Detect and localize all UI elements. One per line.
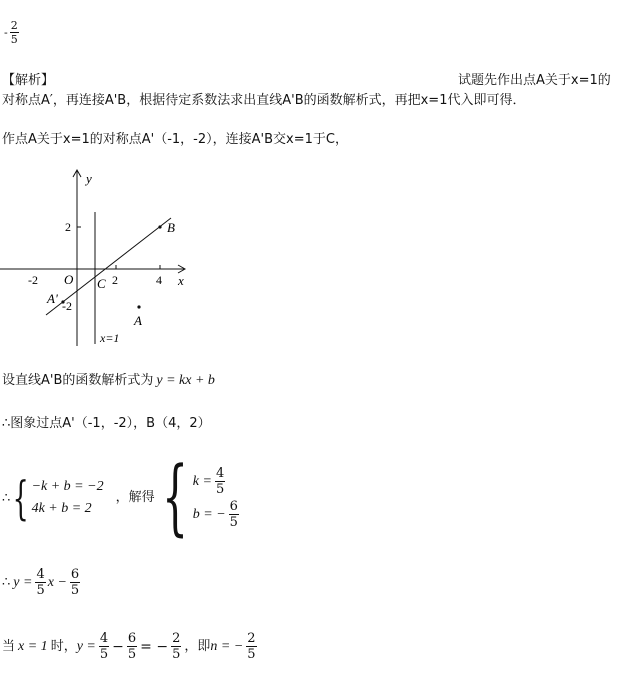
equation-2: 4k + b = 2 [31, 501, 92, 516]
answer-den: 5 [10, 33, 18, 46]
answer-sign: - [4, 26, 8, 39]
final-minus: − [112, 638, 124, 655]
final-d-den: 5 [247, 647, 256, 662]
final-b-den: 5 [127, 647, 137, 662]
final-frac-d [246, 632, 256, 661]
result-c1-num: 4 [36, 567, 45, 582]
result-c2-num: 6 [70, 567, 80, 582]
therefore-symbol: ∴ [2, 490, 11, 506]
solution-values [193, 467, 239, 529]
step1-text: 作点A关于x=1的对称点A'（-1，-2），连接A'B交x=1于C， [2, 132, 348, 147]
tick-label-y2: 2 [65, 220, 71, 234]
step2-prefix: 设直线A'B的函数解析式为 [2, 373, 154, 388]
coordinate-graph [0, 160, 200, 360]
axis-y-label: y [86, 171, 92, 186]
point-b-label: B [167, 220, 175, 235]
final-when: 当 [2, 638, 16, 654]
step2-formula: y = kx + b [156, 373, 215, 388]
line-x1-label: x=1 [100, 331, 120, 345]
point-a-prime-label: A' [47, 291, 58, 306]
answer-fraction [4, 20, 19, 45]
final-c-den: 5 [172, 647, 181, 662]
k-lhs: k = [192, 473, 212, 489]
final-a-den: 5 [99, 647, 109, 662]
k-frac [215, 467, 225, 496]
origin-label: O [64, 272, 74, 287]
tick-label-ym2: -2 [62, 299, 72, 313]
left-brace-1: { [12, 471, 29, 525]
result-coef1 [35, 568, 45, 597]
step2-line [2, 373, 215, 389]
final-d-num: 2 [247, 631, 256, 646]
point-b [158, 225, 161, 228]
jiexi-label: 【解析】 [2, 73, 55, 88]
b-num: 6 [229, 499, 238, 514]
equation-system [2, 450, 239, 545]
final-c-num: 2 [172, 631, 181, 646]
solution-k [193, 467, 239, 496]
tick-label-2: 2 [112, 273, 118, 287]
tick-label-4: 4 [156, 273, 162, 287]
b-frac [229, 500, 239, 529]
point-a-label: A [134, 313, 142, 328]
final-ji: ，即 [184, 638, 211, 654]
solution-b [193, 500, 239, 529]
final-n-eq: n = − [210, 638, 244, 654]
result-c2-den: 5 [70, 583, 80, 598]
final-line [2, 632, 257, 661]
result-coef2 [70, 568, 80, 597]
system-equations [32, 479, 104, 517]
final-a-num: 4 [99, 631, 109, 646]
final-y-eq: y = [76, 638, 96, 654]
final-cond: x = 1 [18, 638, 48, 654]
result-therefore: ∴ [2, 575, 11, 590]
left-brace-2: { [161, 450, 188, 545]
k-den: 5 [215, 482, 225, 497]
axis-x-label: x [178, 273, 184, 288]
final-frac-b [127, 632, 137, 661]
final-eq-neg: = − [140, 638, 169, 655]
result-x-minus: x − [47, 574, 67, 590]
equation-1: −k + b = −2 [31, 479, 104, 494]
jiexi-text-line2: 对称点A′，再连接A'B，根据待定系数法求出直线A'B的函数解析式，再把x=1代入即可得． [2, 93, 526, 108]
tick-label-neg2: -2 [28, 273, 38, 287]
result-line [2, 568, 80, 597]
answer-frac [10, 20, 19, 45]
final-frac-a [99, 632, 109, 661]
point-a [137, 305, 140, 308]
step3-text: ∴图象过点A'（-1，-2），B（4，2） [2, 416, 211, 431]
result-y-eq: y = [13, 574, 33, 590]
result-c1-den: 5 [36, 583, 45, 598]
b-den: 5 [229, 515, 238, 530]
final-shi: 时， [50, 638, 77, 654]
solve-text: ，解得 [115, 490, 155, 505]
point-c-label: C [97, 276, 106, 291]
answer-num: 2 [10, 19, 18, 32]
b-lhs: b = − [192, 506, 226, 522]
final-b-num: 6 [127, 631, 137, 646]
jiexi-text-right: 试题先作出点A关于x=1的 [458, 73, 611, 88]
final-frac-c [171, 632, 181, 661]
k-num: 4 [215, 466, 225, 481]
